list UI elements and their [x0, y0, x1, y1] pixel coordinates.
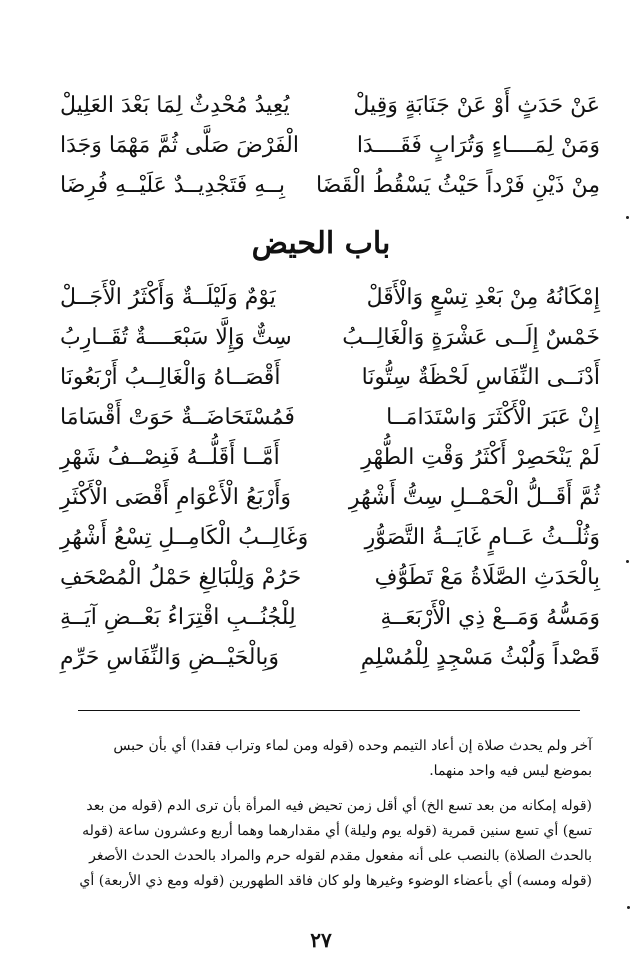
verse-row: [60, 598, 600, 638]
verse-second-hemistich: لِلْجُنُــبِ اقْتِرَاءُ بَعْــضِ آيَــةِ: [60, 605, 296, 630]
scan-speck: [627, 906, 630, 909]
verse-second-hemistich: وَبِالْحَيْــضِ وَالنِّفَاسِ حَرِّمِ: [60, 645, 279, 670]
verse-second-hemistich: حَرُمْ وَلِلْبَالِغِ حَمْلُ الْمُصْحَفِ: [60, 565, 302, 590]
verse-second-hemistich: فَمُسْتَحَاضَــةٌ حَوَتْ أَقْسَامَا: [60, 405, 295, 430]
verse-second-hemistich: أَمَّــا أَقَلُّــهُ فَنِصْــفُ شَهْرِ: [60, 445, 280, 470]
verse-first-hemistich: وَمَسُّهُ وَمَــعْ ذِي الْأَرْبَعَــةِ: [380, 605, 600, 630]
verse-second-hemistich: الْفَرْضَ صَلَّى ثُمَّ مَهْمَا وَجَدَا: [60, 133, 299, 158]
verse-first-hemistich: إِمْكَانُهُ مِنْ بَعْدِ تِسْعٍ وَالْأَقَلْ: [366, 285, 600, 310]
verse-row: [60, 638, 600, 678]
page-number: ٢٧: [310, 928, 332, 952]
verse-first-hemistich: وَمَنْ لِمَــــاءٍ وَتُرَابٍ فَقَــــدَا: [356, 133, 600, 158]
verse-row: [60, 318, 600, 358]
scan-speck: [626, 216, 629, 219]
verse-first-hemistich: عَنْ حَدَثٍ أَوْ عَنْ جَنَابَةٍ وَقِيلْ: [353, 93, 600, 118]
footnote-divider: [78, 710, 580, 711]
verse-first-hemistich: خَمْسٌ إِلَــى عَشْرَةٍ وَالْغَالِــبُ: [342, 325, 600, 350]
verse-row: [60, 558, 600, 598]
verse-second-hemistich: وَغَالِــبُ الْكَامِــلِ تِسْعُ أَشْهُرِ: [60, 525, 309, 550]
verse-row: [60, 358, 600, 398]
verse-first-hemistich: مِنْ ذَيْنِ فَرْداً حَيْثُ يَسْقُطُ الْقَضَا: [315, 173, 600, 198]
verse-first-hemistich: ثُمَّ أَقَــلُّ الْحَمْــلِ سِتُّ أَشْهُرِ: [348, 485, 600, 510]
verse-row: [60, 398, 600, 438]
footnote-paragraph: (قوله إمكانه من بعد تسع الخ) أي أقل زمن تحيض فيه المرأة بأن ترى الدم (قوله من بعد تسع) أي تسع سنين قمرية (قوله يوم وليلة) أي مقدارهما وهما أربع وعشرون ساعة (قوله بالحدث الصلاة) بالنصب على أنه مفعول مقدم لقوله حرم والمراد بالحدث الحدث الأصغر (قوله ومسه) أي بأعضاء الوضوء وغيرها ولو كان فاقد الطهورين (قوله ومع ذي الأربعة) أي: [79, 798, 592, 889]
verse-first-hemistich: لَمْ يَنْحَصِرْ أَكْثَرُ وَقْتِ الطُّهْرِ: [361, 445, 600, 470]
scan-speck: [626, 560, 629, 563]
verse-second-hemistich: بِــهِ فَتَجْدِيــدٌ عَلَيْــهِ فُرِضَا: [60, 173, 286, 198]
verse-second-hemistich: سِتٌّ وَإِلَّا سَبْعَــــةٌ تُقَــارِبُ: [60, 325, 292, 350]
verse-first-hemistich: إِنْ عَبَرَ الْأَكْثَرَ وَاسْتَدَامَــا: [386, 405, 600, 430]
verse-first-hemistich: قَصْداً وَلُبْثُ مَسْجِدٍ لِلْمُسْلِمِ: [360, 645, 600, 670]
verse-row: [60, 86, 600, 126]
verse-row: [60, 126, 600, 166]
verse-second-hemistich: أَقْصَــاهُ وَالْغَالِــبُ أَرْبَعُونَا: [60, 365, 281, 390]
verse-first-hemistich: أَدْنَــى النِّفَاسِ لَحْظَةٌ سِتُّونَا: [361, 365, 600, 390]
verse-second-hemistich: يَوْمٌ وَلَيْلَــةٌ وَأَكْثَرُ الْأَجَــلْ: [60, 285, 276, 310]
verse-first-hemistich: بِالْحَدَثِ الصَّلَاةُ مَعْ تَطَوُّفِ: [374, 565, 600, 590]
verse-second-hemistich: يُعِيدُ مُحْدِثٌ لِمَا بَعْدَ العَلِيلْ: [60, 93, 290, 118]
verse-second-hemistich: وَأَرْبَعُ الْأَعْوَامِ أَقْصَى الْأَكْثَرِ: [60, 485, 292, 510]
main-verses: [60, 278, 600, 678]
footnote-paragraph: آخر ولم يحدث صلاة إن أعاد التيمم وحده (قوله ومن لماء وتراب فقدا) أي بأن حبس بموضع ليس فيه واحد منهما.: [113, 738, 592, 779]
verse-first-hemistich: وَثُلْــثُ عَــامٍ غَايَــةُ التَّصَوُّرِ: [364, 525, 600, 550]
verse-row: [60, 166, 600, 206]
verse-row: [60, 478, 600, 518]
verse-row: [60, 278, 600, 318]
top-verses: [60, 86, 600, 206]
section-heading: باب الحيض: [251, 226, 391, 261]
verse-row: [60, 438, 600, 478]
verse-row: [60, 518, 600, 558]
